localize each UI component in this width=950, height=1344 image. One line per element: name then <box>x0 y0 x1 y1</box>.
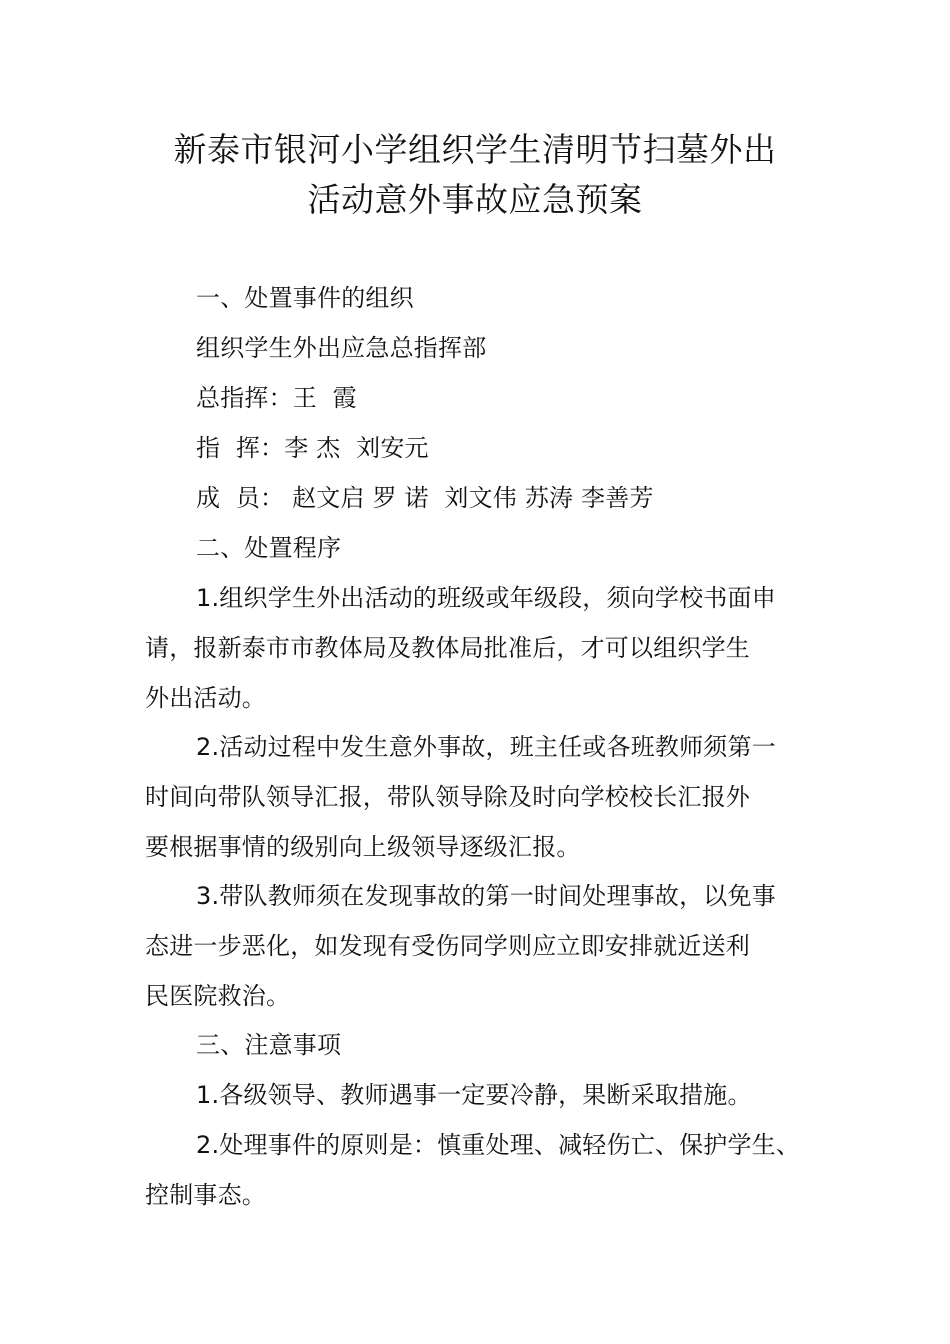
section-2-item-1-line-1: 1.组织学生外出活动的班级或年级段，须向学校书面申 <box>196 584 776 612</box>
section-2-item-2-line-1: 2.活动过程中发生意外事故，班主任或各班教师须第一 <box>196 733 776 761</box>
section-2-item-3-line-3: 民医院救治。 <box>145 982 291 1010</box>
org-name: 组织学生外出应急总指挥部 <box>196 334 487 362</box>
section-2-item-1-line-2: 请，报新泰市市教体局及教体局批准后，才可以组织学生 <box>145 634 750 662</box>
section-3-item-2-line-1: 2.处理事件的原则是：慎重处理、减轻伤亡、保护学生、 <box>196 1131 801 1159</box>
document-title-line-1: 新泰市银河小学组织学生清明节扫墓外出 <box>173 130 777 169</box>
section-2-item-1-line-3: 外出活动。 <box>145 684 266 712</box>
members-line: 成 员： 赵文启 罗 诺 刘文伟 苏涛 李善芳 <box>196 484 654 512</box>
commander-line: 总指挥：王 霞 <box>196 384 357 412</box>
document-title-line-2: 活动意外事故应急预案 <box>307 180 643 219</box>
section-3-item-2-line-2: 控制事态。 <box>145 1181 266 1209</box>
section-2-item-3-line-2: 态进一步恶化，如发现有受伤同学则应立即安排就近送利 <box>145 932 750 960</box>
section-2-heading: 二、处置程序 <box>196 534 342 562</box>
section-1-heading: 一、处置事件的组织 <box>196 284 414 312</box>
section-2-item-2-line-3: 要根据事情的级别向上级领导逐级汇报。 <box>145 833 581 861</box>
section-3-heading: 三、注意事项 <box>196 1031 342 1059</box>
section-2-item-2-line-2: 时间向带队领导汇报，带队领导除及时向学校校长汇报外 <box>145 783 750 811</box>
directors-line: 指 挥：李 杰 刘安元 <box>196 434 429 462</box>
section-2-item-3-line-1: 3.带队教师须在发现事故的第一时间处理事故，以免事 <box>196 882 776 910</box>
section-3-item-1: 1.各级领导、教师遇事一定要冷静，果断采取措施。 <box>196 1081 752 1109</box>
